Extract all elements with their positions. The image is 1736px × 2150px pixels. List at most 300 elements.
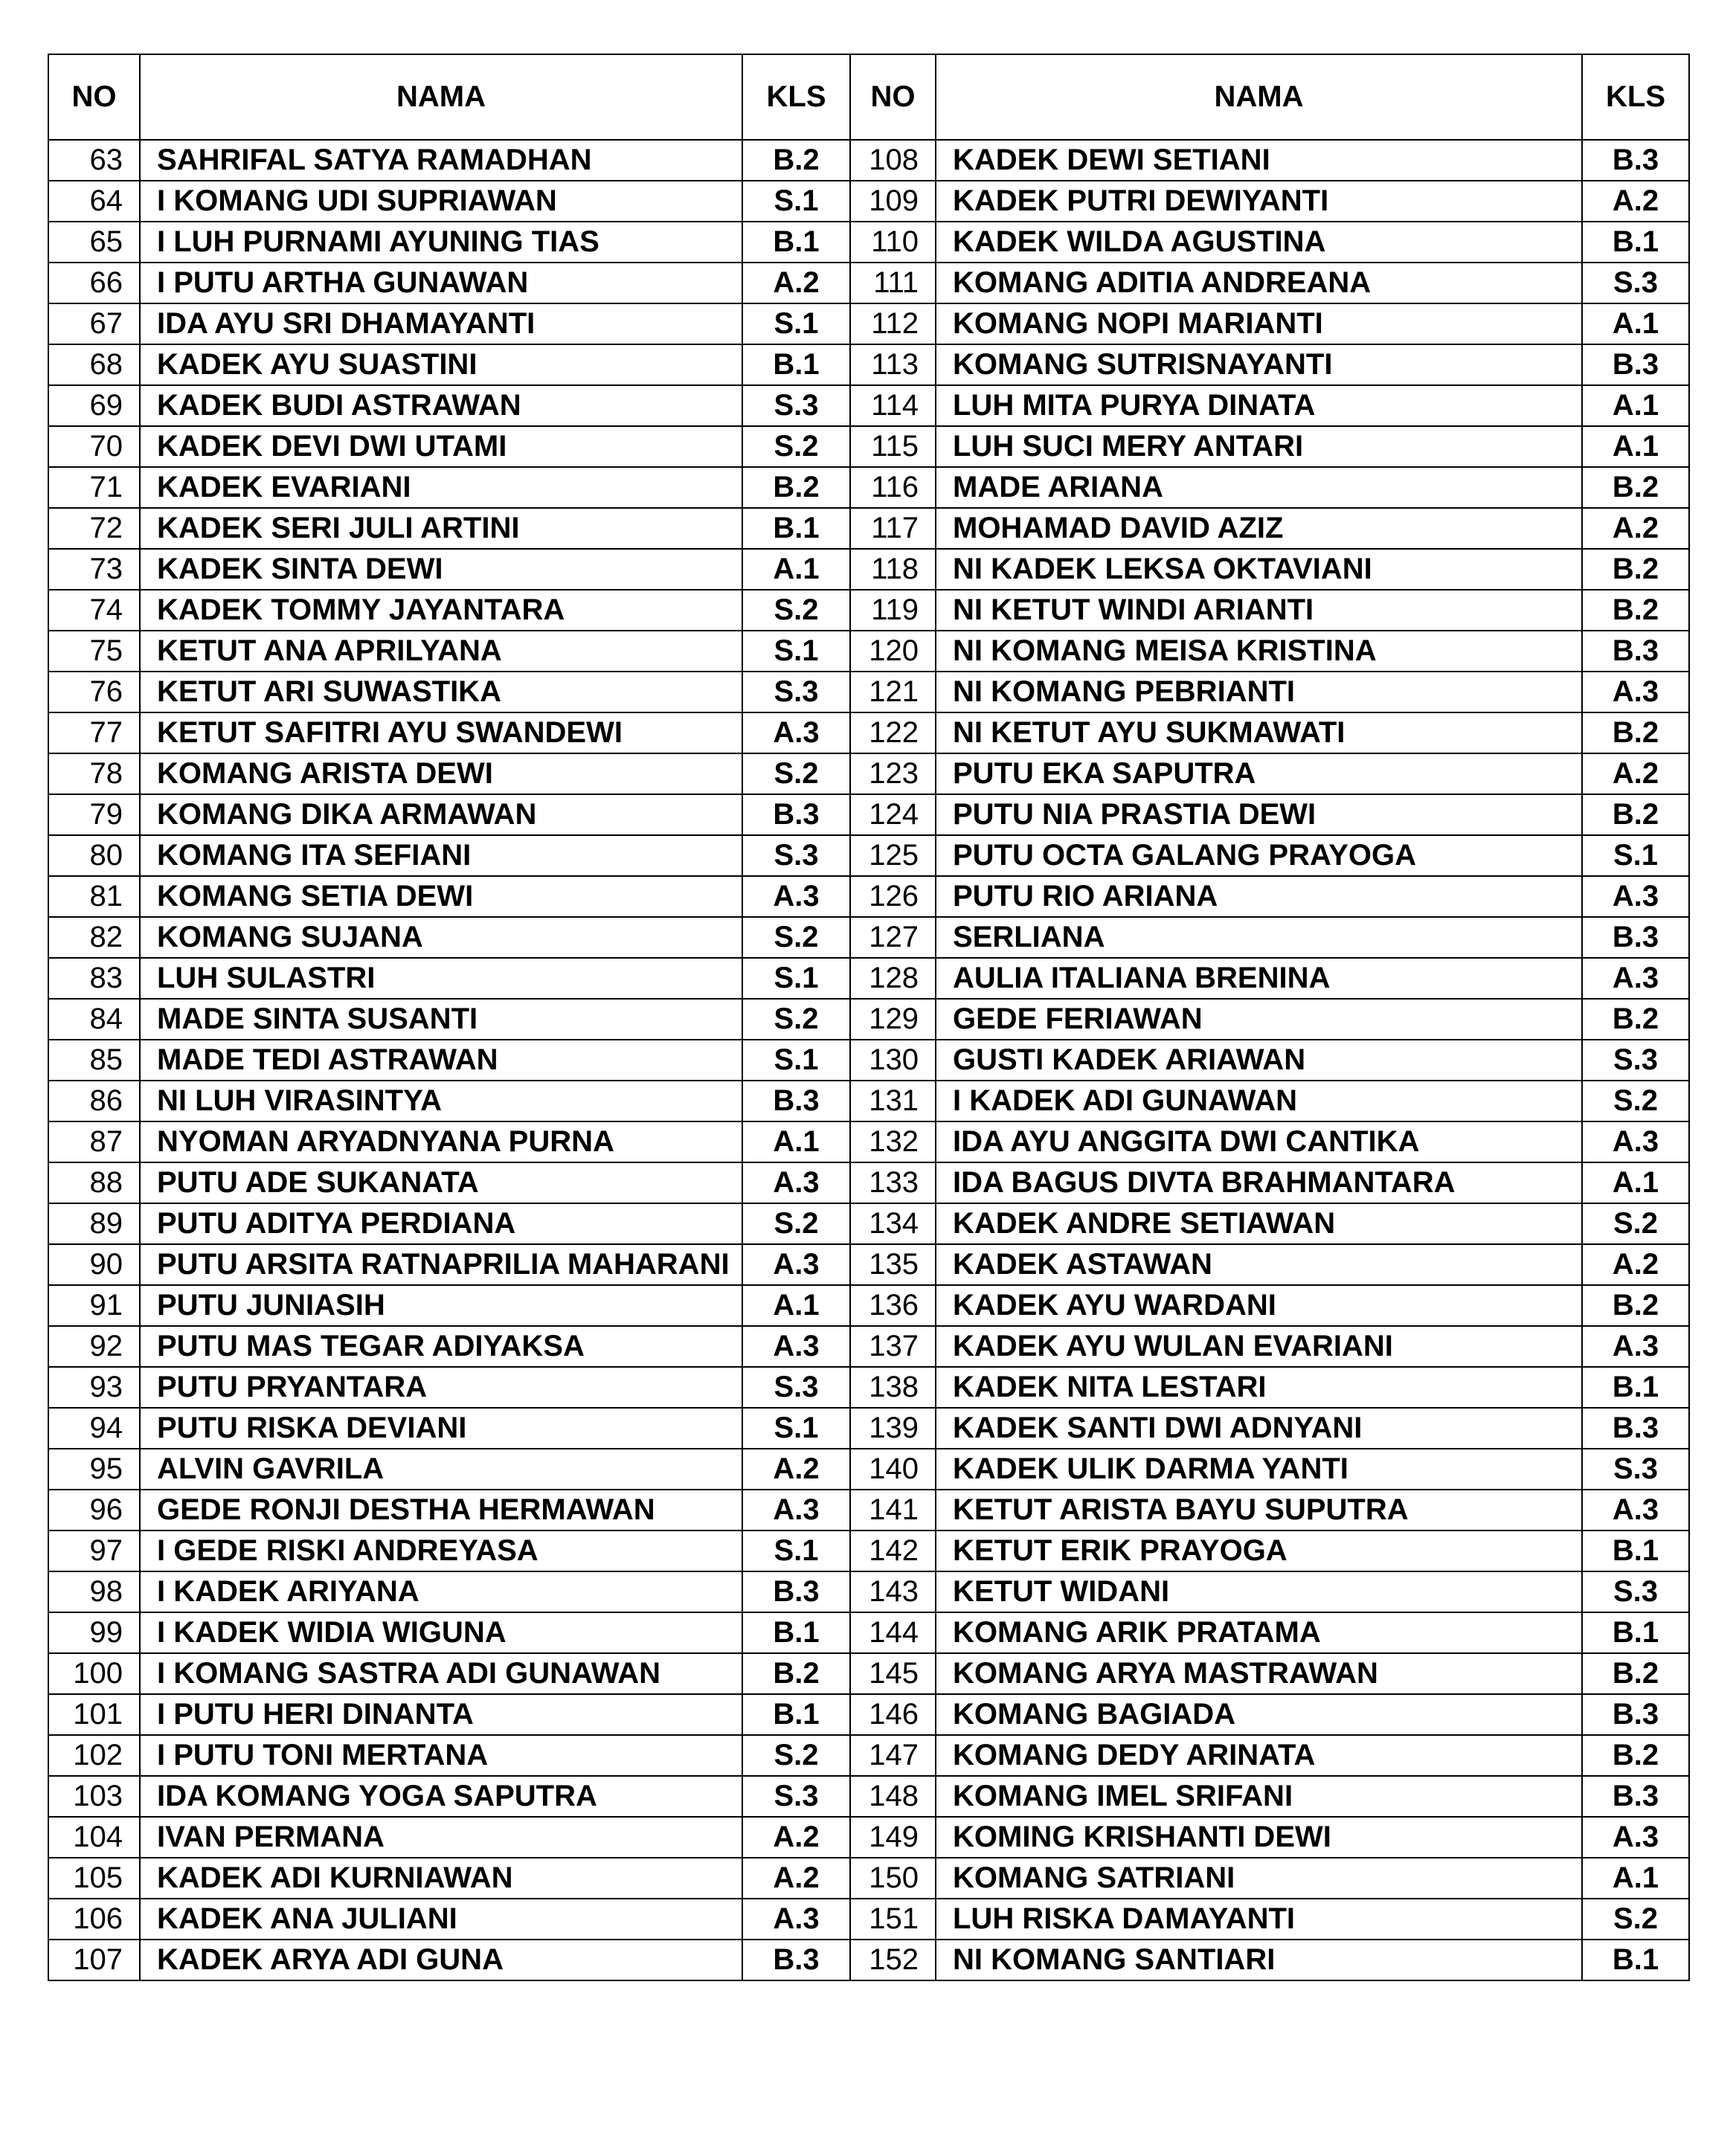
cell-no-right: 123 bbox=[850, 753, 936, 794]
cell-no-right: 131 bbox=[850, 1081, 936, 1121]
cell-nama-left: KADEK DEVI DWI UTAMI bbox=[140, 426, 742, 467]
cell-kls-left: B.2 bbox=[742, 140, 850, 181]
cell-kls-left: A.3 bbox=[742, 1244, 850, 1285]
cell-nama-left: KOMANG ARISTA DEWI bbox=[140, 753, 742, 794]
table-row bbox=[48, 1408, 1689, 1449]
table-row bbox=[48, 672, 1689, 712]
cell-kls-right: A.2 bbox=[1582, 181, 1689, 222]
cell-nama-right: KADEK ULIK DARMA YANTI bbox=[936, 1449, 1582, 1490]
cell-no-left: 100 bbox=[48, 1653, 140, 1694]
table-row bbox=[48, 876, 1689, 917]
cell-nama-left: PUTU JUNIASIH bbox=[140, 1285, 742, 1326]
cell-kls-right: S.2 bbox=[1582, 1203, 1689, 1244]
cell-no-right: 108 bbox=[850, 140, 936, 181]
cell-no-right: 149 bbox=[850, 1817, 936, 1858]
cell-kls-right: A.2 bbox=[1582, 753, 1689, 794]
cell-nama-right: KETUT WIDANI bbox=[936, 1571, 1582, 1612]
cell-kls-right: B.2 bbox=[1582, 549, 1689, 590]
table-row bbox=[48, 1326, 1689, 1367]
cell-nama-right: IDA AYU ANGGITA DWI CANTIKA bbox=[936, 1121, 1582, 1162]
table-row bbox=[48, 1490, 1689, 1531]
cell-kls-left: A.1 bbox=[742, 1121, 850, 1162]
cell-no-left: 79 bbox=[48, 794, 140, 835]
cell-no-left: 94 bbox=[48, 1408, 140, 1449]
cell-nama-right: KOMANG NOPI MARIANTI bbox=[936, 303, 1582, 344]
cell-nama-right: KOMANG IMEL SRIFANI bbox=[936, 1776, 1582, 1817]
cell-kls-right: B.3 bbox=[1582, 631, 1689, 672]
cell-nama-left: I KADEK ARIYANA bbox=[140, 1571, 742, 1612]
table-row bbox=[48, 999, 1689, 1040]
cell-no-left: 104 bbox=[48, 1817, 140, 1858]
cell-kls-right: B.1 bbox=[1582, 1940, 1689, 1980]
cell-kls-left: S.3 bbox=[742, 1367, 850, 1408]
cell-kls-right: B.2 bbox=[1582, 1735, 1689, 1776]
cell-no-right: 146 bbox=[850, 1694, 936, 1735]
cell-nama-right: KETUT ARISTA BAYU SUPUTRA bbox=[936, 1490, 1582, 1531]
cell-nama-right: NI KOMANG PEBRIANTI bbox=[936, 672, 1582, 712]
cell-no-right: 147 bbox=[850, 1735, 936, 1776]
cell-kls-right: B.3 bbox=[1582, 1776, 1689, 1817]
cell-nama-left: MADE SINTA SUSANTI bbox=[140, 999, 742, 1040]
cell-nama-right: KOMANG BAGIADA bbox=[936, 1694, 1582, 1735]
cell-nama-right: MOHAMAD DAVID AZIZ bbox=[936, 508, 1582, 549]
cell-no-left: 76 bbox=[48, 672, 140, 712]
table-row bbox=[48, 1285, 1689, 1326]
cell-nama-left: I PUTU TONI MERTANA bbox=[140, 1735, 742, 1776]
cell-no-left: 105 bbox=[48, 1858, 140, 1899]
cell-kls-right: A.3 bbox=[1582, 1326, 1689, 1367]
table-row bbox=[48, 549, 1689, 590]
table-row bbox=[48, 1121, 1689, 1162]
cell-kls-left: B.3 bbox=[742, 794, 850, 835]
cell-no-right: 132 bbox=[850, 1121, 936, 1162]
table-row bbox=[48, 426, 1689, 467]
cell-no-right: 143 bbox=[850, 1571, 936, 1612]
cell-no-left: 86 bbox=[48, 1081, 140, 1121]
cell-nama-left: KETUT ANA APRILYANA bbox=[140, 631, 742, 672]
cell-no-left: 78 bbox=[48, 753, 140, 794]
cell-kls-right: A.3 bbox=[1582, 1490, 1689, 1531]
cell-kls-right: B.3 bbox=[1582, 344, 1689, 385]
cell-nama-left: LUH SULASTRI bbox=[140, 958, 742, 999]
cell-nama-right: KOMANG ADITIA ANDREANA bbox=[936, 263, 1582, 303]
cell-no-left: 85 bbox=[48, 1040, 140, 1081]
cell-nama-right: KADEK PUTRI DEWIYANTI bbox=[936, 181, 1582, 222]
cell-kls-left: S.2 bbox=[742, 753, 850, 794]
cell-nama-left: ALVIN GAVRILA bbox=[140, 1449, 742, 1490]
table-row bbox=[48, 303, 1689, 344]
cell-no-right: 127 bbox=[850, 917, 936, 958]
table-row bbox=[48, 1531, 1689, 1571]
cell-nama-right: KADEK NITA LESTARI bbox=[936, 1367, 1582, 1408]
cell-kls-right: S.3 bbox=[1582, 1571, 1689, 1612]
cell-kls-right: S.2 bbox=[1582, 1899, 1689, 1940]
table-row bbox=[48, 917, 1689, 958]
table-row bbox=[48, 1776, 1689, 1817]
cell-no-left: 107 bbox=[48, 1940, 140, 1980]
table-row bbox=[48, 590, 1689, 631]
cell-nama-left: I PUTU ARTHA GUNAWAN bbox=[140, 263, 742, 303]
cell-no-left: 84 bbox=[48, 999, 140, 1040]
cell-nama-left: KADEK ANA JULIANI bbox=[140, 1899, 742, 1940]
cell-no-left: 88 bbox=[48, 1162, 140, 1203]
header-row bbox=[48, 54, 1689, 140]
cell-no-left: 93 bbox=[48, 1367, 140, 1408]
cell-nama-right: LUH MITA PURYA DINATA bbox=[936, 385, 1582, 426]
table-row bbox=[48, 181, 1689, 222]
cell-kls-left: A.2 bbox=[742, 1449, 850, 1490]
cell-no-left: 63 bbox=[48, 140, 140, 181]
table-row bbox=[48, 631, 1689, 672]
table-row bbox=[48, 385, 1689, 426]
cell-nama-right: IDA BAGUS DIVTA BRAHMANTARA bbox=[936, 1162, 1582, 1203]
cell-kls-right: S.3 bbox=[1582, 1449, 1689, 1490]
cell-kls-right: A.3 bbox=[1582, 876, 1689, 917]
cell-kls-left: A.3 bbox=[742, 1326, 850, 1367]
cell-kls-left: S.3 bbox=[742, 672, 850, 712]
table-row bbox=[48, 1449, 1689, 1490]
table-row bbox=[48, 1694, 1689, 1735]
cell-no-left: 97 bbox=[48, 1531, 140, 1571]
cell-kls-left: S.1 bbox=[742, 958, 850, 999]
cell-kls-left: S.3 bbox=[742, 385, 850, 426]
table-row bbox=[48, 712, 1689, 753]
cell-nama-left: KADEK ADI KURNIAWAN bbox=[140, 1858, 742, 1899]
cell-kls-left: B.2 bbox=[742, 467, 850, 508]
cell-kls-left: A.1 bbox=[742, 549, 850, 590]
cell-kls-right: B.1 bbox=[1582, 1612, 1689, 1653]
cell-kls-right: S.2 bbox=[1582, 1081, 1689, 1121]
cell-kls-right: A.3 bbox=[1582, 1121, 1689, 1162]
cell-nama-left: KADEK TOMMY JAYANTARA bbox=[140, 590, 742, 631]
cell-nama-left: NYOMAN ARYADNYANA PURNA bbox=[140, 1121, 742, 1162]
cell-nama-left: IVAN PERMANA bbox=[140, 1817, 742, 1858]
cell-no-right: 125 bbox=[850, 835, 936, 876]
cell-no-left: 92 bbox=[48, 1326, 140, 1367]
cell-nama-right: GUSTI KADEK ARIAWAN bbox=[936, 1040, 1582, 1081]
cell-nama-right: AULIA ITALIANA BRENINA bbox=[936, 958, 1582, 999]
cell-nama-left: KETUT ARI SUWASTIKA bbox=[140, 672, 742, 712]
cell-nama-left: PUTU ADE SUKANATA bbox=[140, 1162, 742, 1203]
cell-no-right: 138 bbox=[850, 1367, 936, 1408]
cell-nama-right: KADEK WILDA AGUSTINA bbox=[936, 222, 1582, 263]
cell-no-right: 112 bbox=[850, 303, 936, 344]
cell-kls-left: A.3 bbox=[742, 876, 850, 917]
cell-no-left: 64 bbox=[48, 181, 140, 222]
cell-nama-right: KADEK AYU WARDANI bbox=[936, 1285, 1582, 1326]
cell-nama-right: KADEK AYU WULAN EVARIANI bbox=[936, 1326, 1582, 1367]
cell-no-right: 114 bbox=[850, 385, 936, 426]
cell-no-right: 140 bbox=[850, 1449, 936, 1490]
student-class-table bbox=[48, 54, 1690, 1981]
cell-kls-right: B.2 bbox=[1582, 794, 1689, 835]
cell-no-left: 101 bbox=[48, 1694, 140, 1735]
table-row bbox=[48, 753, 1689, 794]
cell-nama-right: NI KETUT WINDI ARIANTI bbox=[936, 590, 1582, 631]
cell-no-right: 142 bbox=[850, 1531, 936, 1571]
cell-no-right: 111 bbox=[850, 263, 936, 303]
cell-kls-left: S.2 bbox=[742, 1735, 850, 1776]
cell-kls-left: S.2 bbox=[742, 426, 850, 467]
cell-nama-left: PUTU MAS TEGAR ADIYAKSA bbox=[140, 1326, 742, 1367]
cell-no-right: 137 bbox=[850, 1326, 936, 1367]
cell-kls-right: B.1 bbox=[1582, 222, 1689, 263]
cell-no-right: 141 bbox=[850, 1490, 936, 1531]
cell-kls-right: A.1 bbox=[1582, 385, 1689, 426]
cell-no-left: 66 bbox=[48, 263, 140, 303]
cell-nama-left: KOMANG DIKA ARMAWAN bbox=[140, 794, 742, 835]
cell-nama-left: PUTU RISKA DEVIANI bbox=[140, 1408, 742, 1449]
cell-no-right: 136 bbox=[850, 1285, 936, 1326]
cell-no-left: 99 bbox=[48, 1612, 140, 1653]
cell-kls-left: S.1 bbox=[742, 181, 850, 222]
header-no-left: NO bbox=[48, 54, 140, 140]
cell-no-left: 98 bbox=[48, 1571, 140, 1612]
cell-nama-right: I KADEK ADI GUNAWAN bbox=[936, 1081, 1582, 1121]
cell-nama-left: NI LUH VIRASINTYA bbox=[140, 1081, 742, 1121]
table-row bbox=[48, 1040, 1689, 1081]
cell-kls-right: B.2 bbox=[1582, 712, 1689, 753]
cell-no-right: 133 bbox=[850, 1162, 936, 1203]
cell-nama-right: KADEK DEWI SETIANI bbox=[936, 140, 1582, 181]
cell-nama-right: PUTU RIO ARIANA bbox=[936, 876, 1582, 917]
cell-kls-left: A.2 bbox=[742, 1817, 850, 1858]
table-row bbox=[48, 263, 1689, 303]
header-no-right: NO bbox=[850, 54, 936, 140]
cell-kls-left: S.1 bbox=[742, 631, 850, 672]
cell-kls-right: A.1 bbox=[1582, 303, 1689, 344]
cell-nama-left: KADEK ARYA ADI GUNA bbox=[140, 1940, 742, 1980]
cell-no-left: 96 bbox=[48, 1490, 140, 1531]
cell-no-right: 113 bbox=[850, 344, 936, 385]
cell-no-left: 89 bbox=[48, 1203, 140, 1244]
cell-no-right: 144 bbox=[850, 1612, 936, 1653]
cell-no-left: 87 bbox=[48, 1121, 140, 1162]
cell-kls-right: B.1 bbox=[1582, 1367, 1689, 1408]
cell-nama-right: NI KADEK LEKSA OKTAVIANI bbox=[936, 549, 1582, 590]
table-row bbox=[48, 1858, 1689, 1899]
header-nama-left: NAMA bbox=[140, 54, 742, 140]
table-row bbox=[48, 1571, 1689, 1612]
cell-kls-right: A.1 bbox=[1582, 1162, 1689, 1203]
cell-kls-left: S.3 bbox=[742, 1776, 850, 1817]
table-row bbox=[48, 958, 1689, 999]
cell-no-right: 151 bbox=[850, 1899, 936, 1940]
cell-kls-left: B.1 bbox=[742, 1694, 850, 1735]
table-row bbox=[48, 1653, 1689, 1694]
cell-no-left: 69 bbox=[48, 385, 140, 426]
cell-kls-left: B.1 bbox=[742, 222, 850, 263]
cell-kls-right: A.3 bbox=[1582, 958, 1689, 999]
cell-no-left: 82 bbox=[48, 917, 140, 958]
cell-nama-left: I KOMANG SASTRA ADI GUNAWAN bbox=[140, 1653, 742, 1694]
table-row bbox=[48, 835, 1689, 876]
table-row bbox=[48, 1612, 1689, 1653]
cell-no-left: 106 bbox=[48, 1899, 140, 1940]
cell-nama-left: I GEDE RISKI ANDREYASA bbox=[140, 1531, 742, 1571]
cell-nama-right: SERLIANA bbox=[936, 917, 1582, 958]
cell-kls-right: A.2 bbox=[1582, 508, 1689, 549]
cell-kls-right: S.3 bbox=[1582, 263, 1689, 303]
header-nama-right: NAMA bbox=[936, 54, 1582, 140]
cell-no-right: 150 bbox=[850, 1858, 936, 1899]
cell-kls-right: B.2 bbox=[1582, 590, 1689, 631]
cell-kls-left: S.2 bbox=[742, 590, 850, 631]
cell-no-right: 110 bbox=[850, 222, 936, 263]
cell-no-right: 118 bbox=[850, 549, 936, 590]
cell-nama-right: NI KETUT AYU SUKMAWATI bbox=[936, 712, 1582, 753]
cell-nama-right: NI KOMANG SANTIARI bbox=[936, 1940, 1582, 1980]
cell-nama-right: KADEK SANTI DWI ADNYANI bbox=[936, 1408, 1582, 1449]
cell-kls-left: B.3 bbox=[742, 1081, 850, 1121]
cell-nama-left: KADEK SINTA DEWI bbox=[140, 549, 742, 590]
cell-nama-left: IDA KOMANG YOGA SAPUTRA bbox=[140, 1776, 742, 1817]
cell-nama-right: KADEK ANDRE SETIAWAN bbox=[936, 1203, 1582, 1244]
cell-kls-right: B.3 bbox=[1582, 1694, 1689, 1735]
cell-nama-right: KOMING KRISHANTI DEWI bbox=[936, 1817, 1582, 1858]
cell-nama-right: KOMANG ARIK PRATAMA bbox=[936, 1612, 1582, 1653]
cell-nama-right: PUTU EKA SAPUTRA bbox=[936, 753, 1582, 794]
cell-no-left: 91 bbox=[48, 1285, 140, 1326]
cell-kls-left: S.2 bbox=[742, 999, 850, 1040]
cell-kls-right: B.3 bbox=[1582, 1408, 1689, 1449]
cell-no-right: 117 bbox=[850, 508, 936, 549]
cell-nama-right: LUH SUCI MERY ANTARI bbox=[936, 426, 1582, 467]
cell-kls-left: A.2 bbox=[742, 263, 850, 303]
cell-no-right: 116 bbox=[850, 467, 936, 508]
cell-nama-left: SAHRIFAL SATYA RAMADHAN bbox=[140, 140, 742, 181]
cell-kls-right: A.1 bbox=[1582, 426, 1689, 467]
cell-nama-left: KADEK EVARIANI bbox=[140, 467, 742, 508]
cell-nama-right: KETUT ERIK PRAYOGA bbox=[936, 1531, 1582, 1571]
cell-kls-left: A.1 bbox=[742, 1285, 850, 1326]
table-row bbox=[48, 222, 1689, 263]
cell-kls-left: S.2 bbox=[742, 917, 850, 958]
cell-kls-right: A.3 bbox=[1582, 672, 1689, 712]
cell-kls-left: S.1 bbox=[742, 1040, 850, 1081]
cell-nama-left: I LUH PURNAMI AYUNING TIAS bbox=[140, 222, 742, 263]
cell-kls-right: B.2 bbox=[1582, 999, 1689, 1040]
cell-nama-left: IDA AYU SRI DHAMAYANTI bbox=[140, 303, 742, 344]
cell-kls-left: S.2 bbox=[742, 1203, 850, 1244]
cell-nama-left: KADEK BUDI ASTRAWAN bbox=[140, 385, 742, 426]
cell-nama-right: KOMANG DEDY ARINATA bbox=[936, 1735, 1582, 1776]
cell-kls-left: A.2 bbox=[742, 1858, 850, 1899]
cell-kls-left: A.3 bbox=[742, 1899, 850, 1940]
table-row bbox=[48, 1081, 1689, 1121]
cell-no-right: 148 bbox=[850, 1776, 936, 1817]
cell-nama-left: GEDE RONJI DESTHA HERMAWAN bbox=[140, 1490, 742, 1531]
cell-no-left: 70 bbox=[48, 426, 140, 467]
cell-no-right: 120 bbox=[850, 631, 936, 672]
cell-nama-left: I PUTU HERI DINANTA bbox=[140, 1694, 742, 1735]
cell-no-left: 103 bbox=[48, 1776, 140, 1817]
cell-nama-right: KOMANG SUTRISNAYANTI bbox=[936, 344, 1582, 385]
cell-kls-right: B.2 bbox=[1582, 1653, 1689, 1694]
cell-no-right: 119 bbox=[850, 590, 936, 631]
cell-nama-left: KETUT SAFITRI AYU SWANDEWI bbox=[140, 712, 742, 753]
cell-kls-right: B.2 bbox=[1582, 1285, 1689, 1326]
cell-kls-left: B.1 bbox=[742, 1612, 850, 1653]
table-row bbox=[48, 467, 1689, 508]
cell-nama-left: KOMANG SUJANA bbox=[140, 917, 742, 958]
cell-no-left: 67 bbox=[48, 303, 140, 344]
table-row bbox=[48, 1940, 1689, 1980]
cell-no-left: 72 bbox=[48, 508, 140, 549]
cell-kls-left: S.1 bbox=[742, 1531, 850, 1571]
table-row bbox=[48, 140, 1689, 181]
cell-no-right: 109 bbox=[850, 181, 936, 222]
cell-nama-left: KOMANG ITA SEFIANI bbox=[140, 835, 742, 876]
table-row bbox=[48, 508, 1689, 549]
cell-no-left: 74 bbox=[48, 590, 140, 631]
header-kls-right: KLS bbox=[1582, 54, 1689, 140]
cell-kls-right: B.1 bbox=[1582, 1531, 1689, 1571]
cell-no-left: 83 bbox=[48, 958, 140, 999]
cell-kls-left: B.3 bbox=[742, 1940, 850, 1980]
cell-no-right: 124 bbox=[850, 794, 936, 835]
cell-kls-right: B.2 bbox=[1582, 467, 1689, 508]
cell-nama-right: GEDE FERIAWAN bbox=[936, 999, 1582, 1040]
cell-kls-left: B.1 bbox=[742, 508, 850, 549]
cell-no-right: 139 bbox=[850, 1408, 936, 1449]
cell-kls-left: S.3 bbox=[742, 835, 850, 876]
table-row bbox=[48, 1899, 1689, 1940]
cell-nama-right: MADE ARIANA bbox=[936, 467, 1582, 508]
cell-nama-right: LUH RISKA DAMAYANTI bbox=[936, 1899, 1582, 1940]
cell-nama-right: NI KOMANG MEISA KRISTINA bbox=[936, 631, 1582, 672]
cell-no-right: 128 bbox=[850, 958, 936, 999]
cell-no-right: 122 bbox=[850, 712, 936, 753]
cell-no-left: 90 bbox=[48, 1244, 140, 1285]
cell-no-right: 145 bbox=[850, 1653, 936, 1694]
cell-no-left: 77 bbox=[48, 712, 140, 753]
cell-no-left: 75 bbox=[48, 631, 140, 672]
cell-nama-left: PUTU ADITYA PERDIANA bbox=[140, 1203, 742, 1244]
table-header bbox=[48, 54, 1689, 140]
cell-kls-left: S.1 bbox=[742, 303, 850, 344]
table-row bbox=[48, 1817, 1689, 1858]
cell-kls-left: A.3 bbox=[742, 712, 850, 753]
cell-kls-right: B.3 bbox=[1582, 917, 1689, 958]
cell-kls-left: A.3 bbox=[742, 1162, 850, 1203]
cell-no-right: 126 bbox=[850, 876, 936, 917]
table-row bbox=[48, 1162, 1689, 1203]
cell-nama-left: MADE TEDI ASTRAWAN bbox=[140, 1040, 742, 1081]
cell-nama-left: KADEK AYU SUASTINI bbox=[140, 344, 742, 385]
cell-kls-right: S.1 bbox=[1582, 835, 1689, 876]
cell-kls-right: A.2 bbox=[1582, 1244, 1689, 1285]
table-row bbox=[48, 344, 1689, 385]
cell-nama-left: PUTU PRYANTARA bbox=[140, 1367, 742, 1408]
cell-no-left: 73 bbox=[48, 549, 140, 590]
cell-no-left: 81 bbox=[48, 876, 140, 917]
cell-no-right: 130 bbox=[850, 1040, 936, 1081]
cell-kls-left: B.2 bbox=[742, 1653, 850, 1694]
cell-nama-left: KOMANG SETIA DEWI bbox=[140, 876, 742, 917]
table-body bbox=[48, 140, 1689, 1980]
cell-kls-left: B.3 bbox=[742, 1571, 850, 1612]
cell-no-left: 68 bbox=[48, 344, 140, 385]
cell-no-right: 129 bbox=[850, 999, 936, 1040]
cell-nama-left: PUTU ARSITA RATNAPRILIA MAHARANI bbox=[140, 1244, 742, 1285]
cell-kls-left: B.1 bbox=[742, 344, 850, 385]
cell-no-left: 95 bbox=[48, 1449, 140, 1490]
cell-nama-left: I KOMANG UDI SUPRIAWAN bbox=[140, 181, 742, 222]
cell-no-right: 135 bbox=[850, 1244, 936, 1285]
cell-kls-right: A.3 bbox=[1582, 1817, 1689, 1858]
cell-kls-left: S.1 bbox=[742, 1408, 850, 1449]
